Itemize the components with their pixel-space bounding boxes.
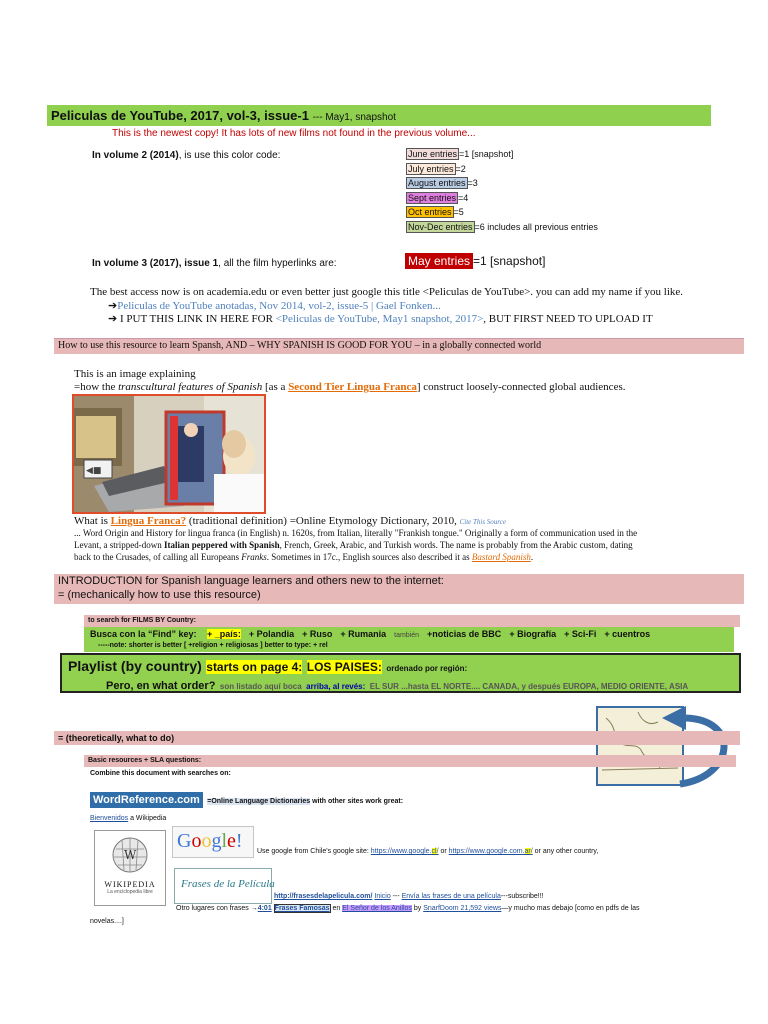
lingua-franca-link[interactable]: Lingua Franca?	[110, 515, 187, 527]
legend-item	[406, 192, 468, 204]
vol3-label: In volume 3 (2017), issue 1, all the film hyperlinks are:	[92, 258, 337, 269]
upload-note: ➔ I PUT THIS LINK IN HERE FOR <Peliculas de YouTube, May1 snapshot, 2017>, BUT FIRST NEED TO UPLOAD IT	[108, 313, 653, 325]
wiki-line: Bienvenidos a Wikipedia	[90, 815, 167, 822]
second-tier-link[interactable]: Second Tier Lingua Franca	[288, 381, 417, 393]
arrow-icon: ➔	[108, 300, 118, 312]
find-row	[84, 627, 734, 652]
legend-swatch: July entries	[408, 163, 454, 174]
frases-famosas-link[interactable]: Frases Famosas	[274, 905, 330, 912]
otros-line2: novelas....]	[90, 918, 124, 925]
wordref-label: =Online Language Dictionaries	[207, 798, 311, 805]
find-term: + cuentros	[604, 629, 651, 639]
find-term: también	[394, 632, 420, 639]
otros-line: Otro lugares con frases →4:01 Frases Famosas en El Señor de los Anillos by SnarfDoom 21,592 views—y mucho mas debajo [como en pdfs de las	[176, 905, 640, 912]
playlist-line2: Pero, en what order? son listado aquí boca arriba, al revés: EL SUR ...hasta EL NORTE.... CANADA, y después EUROPA, MEDIO ORIENTE, ASIA	[106, 680, 689, 692]
films-by-country-bar: to search for FILMS BY Country:	[84, 615, 740, 627]
image-expl-line1: This is an image explaining	[74, 368, 196, 380]
legend-item	[406, 206, 464, 218]
theory-bar: = (theoretically, what to do)	[54, 731, 740, 745]
basic-line2: Combine this document with searches on:	[90, 770, 231, 777]
bastard-spanish-link[interactable]: Bastard Spanish	[471, 552, 531, 562]
playlist-line1: Playlist (by country) starts on page 4: LOS PAISES: ordenado por región:	[68, 658, 468, 674]
find-term: + Rumania	[340, 629, 387, 639]
wikipedia-logo[interactable]: W WIKIPEDIA La enciclopedia libre	[94, 830, 166, 906]
basic-bar: Basic resources + SLA questions:	[84, 755, 736, 767]
legend-swatch: August entries	[408, 178, 466, 188]
find-line: Busca con la “Find” key: + _país: + Polandia + Ruso + Rumania también +noticias de BBC + Biografía + Sci-Fi + cuentros	[90, 629, 651, 639]
google-logo[interactable]: Google!	[172, 826, 254, 858]
legend-item	[406, 163, 466, 175]
google-cl-link[interactable]: https://www.google.cl/	[370, 848, 439, 855]
newest-note: This is the newest copy! It has lots of new films not found in the previous volume...	[112, 128, 476, 139]
find-term: + Biografía	[509, 629, 557, 639]
svg-text:◀■: ◀■	[86, 466, 102, 476]
find-term: + _país:	[207, 629, 241, 639]
wordreference-logo[interactable]: WordReference.com	[90, 792, 203, 808]
bienvenidos-link[interactable]: Bienvenidos	[90, 815, 129, 822]
legend-swatch: Oct entries	[408, 207, 452, 217]
transcultural-photo	[72, 394, 266, 514]
legend-swatch: Sept entries	[408, 192, 457, 203]
wikipedia-globe-icon	[110, 835, 150, 875]
senor-anillos-link[interactable]: El Señor de los Anillos	[342, 905, 412, 912]
legend-item	[406, 221, 598, 233]
snarfdoom-link[interactable]: SnarfDoom	[423, 905, 459, 912]
inicio-link[interactable]: Inicio	[374, 893, 391, 900]
legend-suffix: =1 [snapshot]	[459, 149, 514, 159]
cite-link[interactable]: Cite This Source	[459, 518, 506, 526]
find-term: + Polandia	[248, 629, 295, 639]
may-entries-badge: May entries	[405, 253, 473, 269]
svg-text:W: W	[124, 848, 137, 862]
legend-suffix: =3	[467, 178, 478, 188]
vol2-link[interactable]: Peliculas de YouTube anotadas, Nov 2014, vol-2, issue-5 | Gael Fonken...	[117, 300, 441, 312]
title-bar	[47, 105, 711, 126]
find-term: +noticias de BBC	[427, 629, 502, 639]
image-expl-line2: =how the transcultural features of Spanish [as a Second Tier Lingua Franca] construct loosely-connected global audiences.	[74, 381, 626, 393]
vol2-label: In volume 2 (2014), is use this color code:	[92, 150, 281, 161]
arrow-icon: ➔	[108, 313, 118, 325]
return-arrow-icon	[640, 700, 760, 790]
howto-bar: How to use this resource to learn Spansh, AND – WHY SPANISH IS GOOD FOR YOU – in a globally connected world	[54, 338, 744, 354]
legend-swatch: Nov-Dec entries	[408, 221, 473, 232]
legend-suffix: =2	[455, 163, 466, 174]
may1-link[interactable]: <Peliculas de YouTube, May1 snapshot, 2017>	[275, 313, 484, 325]
find-term: + Sci-Fi	[564, 629, 597, 639]
playlist-box	[60, 653, 741, 693]
lingua-p3: back to the Crusades, of calling all Europeans Franks. Sometimes in 17c., English sources also described it as Bastard Spanish.	[74, 552, 534, 562]
lingua-p2: Levant, a stripped-down Italian peppered with Spanish, French, Greek, Arabic, and Turkish words. The name is probably from the Arabic custom, dating	[74, 540, 633, 550]
legend-suffix: =6 includes all previous entries	[474, 221, 598, 232]
frases-url-link[interactable]: http://frasesdelapelicula.com/	[274, 893, 373, 900]
intro-bar: INTRODUCTION for Spanish language learners and others new to the internet: = (mechanically how to use this resource)	[54, 574, 744, 604]
access-link-row	[108, 299, 441, 312]
find-note: -----note: shorter is better [ +religion + religiosas ] better to type: + rel	[98, 642, 328, 649]
google-line: Use google from Chile's google site: https://www.google.cl/ or https://www.google.com.ar/ or any other country,	[257, 848, 599, 855]
find-term: + Ruso	[302, 629, 333, 639]
frases-line: http://frasesdelapelicula.com/ Inicio --- Envía las frases de una película---subscribe!!!	[274, 893, 544, 900]
legend-item	[406, 177, 478, 189]
time-link[interactable]: 4:01	[257, 905, 272, 912]
legend-suffix: =4	[458, 192, 469, 203]
lingua-p1: ... Word Origin and History for lingua franca (in English) n. 1620s, from Italian, literally "Frankish tongue." Originally a form of communication used in the	[74, 528, 638, 538]
document-title: Peliculas de YouTube, 2017, vol-3, issue-1 --- May1, snapshot	[51, 108, 396, 123]
access-line: The best access now is on academia.edu or even better just google this title <Peliculas de YouTube>. you can add my name if you like.	[90, 286, 684, 298]
legend-swatch: June entries	[408, 149, 458, 159]
google-ar-link[interactable]: https://www.google.com.ar/	[448, 848, 533, 855]
legend-item	[406, 148, 513, 160]
wordref-row: WordReference.com =Online Language Dictionaries with other sites work great:	[90, 790, 403, 808]
lingua-franca-title: What is Lingua Franca? (traditional definition) =Online Etymology Dictionary, 2010, Cite This Source	[74, 515, 506, 527]
may-entries-legend: May entries =1 [snapshot]	[405, 254, 545, 268]
envia-link[interactable]: Envía las frases de una película	[401, 893, 501, 900]
legend-suffix: =5	[453, 207, 464, 217]
frases-logo[interactable]: Frases de la Película	[174, 868, 272, 904]
